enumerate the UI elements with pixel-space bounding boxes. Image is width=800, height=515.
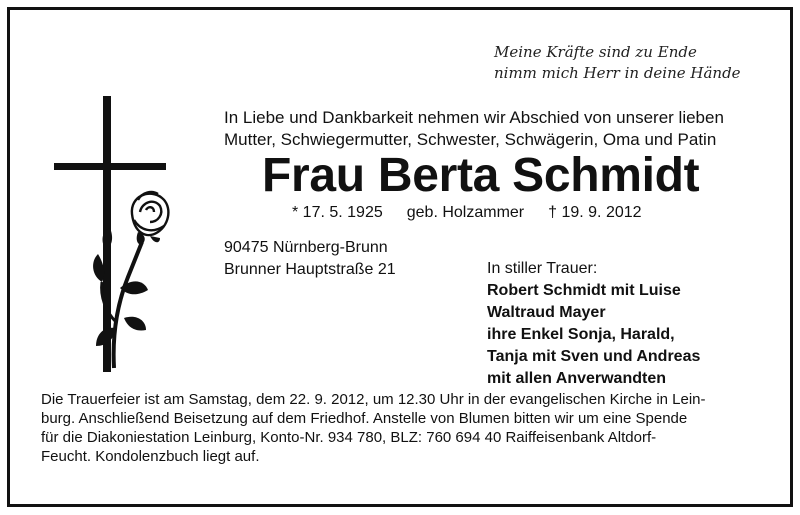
birth-date: * 17. 5. 1925: [292, 204, 383, 221]
address-line: 90475 Nürnberg-Brunn: [224, 239, 388, 256]
ceremony-line: für die Diakoniestation Leinburg, Konto-Nr. 934 780, BLZ: 760 694 40 Raiffeisenbank Altdorf-: [41, 429, 657, 446]
mourner-entry: mit allen Anverwandten: [487, 370, 666, 387]
maiden-name: geb. Holzammer: [406, 204, 525, 221]
intro-text: [224, 107, 784, 151]
deceased-name: Frau Berta Schmidt: [262, 149, 700, 202]
ceremony-details: [41, 390, 781, 466]
mourner-entry: Tanja mit Sven und Andreas: [487, 348, 701, 365]
family-address: [224, 237, 396, 281]
mourner-entry: ihre Enkel Sonja, Harald,: [487, 326, 675, 343]
mourners-heading: In stiller Trauer:: [487, 260, 598, 277]
ceremony-line: Feucht. Kondolenzbuch liegt auf.: [41, 448, 260, 465]
intro-line: Mutter, Schwiegermutter, Schwester, Schwägerin, Oma und Patin: [224, 130, 717, 149]
mourner-entry: Robert Schmidt mit Luise: [487, 282, 681, 299]
intro-line: In Liebe und Dankbarkeit nehmen wir Abschied von unserer lieben: [224, 108, 724, 127]
motto-line: nimm mich Herr in deine Hände: [494, 64, 741, 82]
life-dates: [292, 202, 642, 224]
motto-verse: [494, 42, 754, 84]
death-date: † 19. 9. 2012: [548, 204, 642, 221]
cross-with-rose-icon: [46, 92, 178, 376]
motto-line: Meine Kräfte sind zu Ende: [494, 43, 697, 61]
ceremony-line: burg. Anschließend Beisetzung auf dem Friedhof. Anstelle von Blumen bitten wir um eine Spende: [41, 410, 688, 427]
mourner-entry: Waltraud Mayer: [487, 304, 606, 321]
mourners-list: [487, 258, 700, 390]
ceremony-line: Die Trauerfeier ist am Samstag, dem 22. 9. 2012, um 12.30 Uhr in der evangelischen Kirche in Lein-: [41, 391, 706, 408]
address-line: Brunner Hauptstraße 21: [224, 261, 396, 278]
